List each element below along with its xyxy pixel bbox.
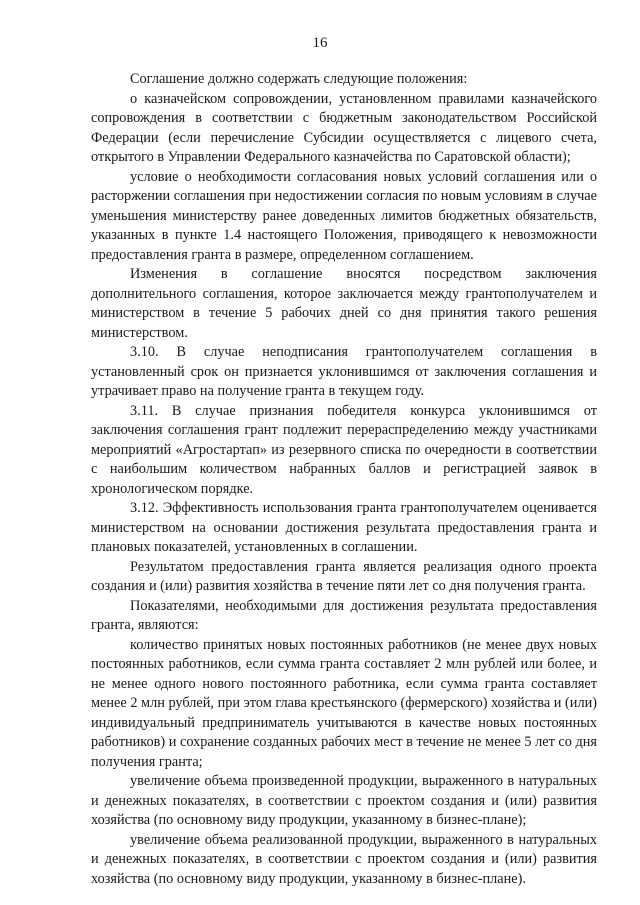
paragraph-result: Результатом предоставления гранта является реализация одного проекта создания и (или) развития хозяйства в течение пяти лет со дня получения гранта. <box>91 558 597 594</box>
paragraph-3-12: 3.12. Эффективность использования гранта грантополучателем оценивается министерством на основании достижения результата предоставления гранта и плановых показателей, установленных в соглашении. <box>91 500 597 555</box>
paragraph-3-11: 3.11. В случае признания победителя конкурса уклонившимся от заключения соглашения грант подлежит перераспределению между участниками мероприятий «Агростартап» из резервного списка по очередности в соответствии с наибольшим количеством набранных баллов и регистрацией заявок в хронологическом порядке. <box>91 402 597 497</box>
paragraph-condition-new-terms: условие о необходимости согласования новых условий соглашения или о расторжении соглашения при недостижении согласия по новым условиям в случае уменьшения министерству ранее доведенных лимитов бюджетных обязательств, указанных в пункте 1.4 настоящего Положения, приводящего к невозможности предоставления гранта в размере, определенном соглашением. <box>91 168 597 263</box>
paragraph-3-10: 3.10. В случае неподписания грантополучателем соглашения в установленный срок он признается уклонившимся от заключения соглашения и утрачивает право на получение гранта в текущем году. <box>91 344 597 399</box>
page-number: 16 <box>312 35 328 51</box>
document-body <box>91 70 597 889</box>
paragraph-intro: Соглашение должно содержать следующие положения: <box>130 71 468 87</box>
paragraph-indicator-sold: увеличение объема реализованной продукции, выраженного в натуральных и денежных показателях, в соответствии с проектом создания и (или) развития хозяйства (по основному виду продукции, указанному в бизнес-плане). <box>91 831 597 887</box>
paragraph-indicator-produced: увеличение объема произведенной продукции, выраженного в натуральных и денежных показателях, в соответствии с проектом создания и (или) развития хозяйства (по основному виду продукции, указанному в бизнес-плане); <box>91 773 597 828</box>
paragraph-amendments: Изменения в соглашение вносятся посредством заключения дополнительного соглашения, которое заключается между грантополучателем и министерством в течение 5 рабочих дней со дня принятия такого решения министерством. <box>91 266 597 341</box>
paragraph-indicator-employees: количество принятых новых постоянных работников (не менее двух новых постоянных работников, если сумма гранта составляет 2 млн рублей или более, и не менее одного нового постоянного работника, если сумма гранта составляет менее 2 млн рублей, при этом глава крестьянского (фермерского) хозяйства и (или) индивидуальный предприниматель учитываются в качестве новых постоянных работников) и сохранение созданных рабочих мест в течение не менее 5 лет со дня получения гранта; <box>91 636 597 770</box>
paragraph-treasury-support: о казначейском сопровождении, установленном правилами казначейского сопровождения в соответствии с бюджетным законодательством Российской Федерации (если перечисление Субсидии осуществляется с лицевого счета, открытого в Управлении Федерального казначейства по Саратовской области); <box>91 90 597 165</box>
paragraph-indicators-intro: Показателями, необходимыми для достижения результата предоставления гранта, являются: <box>91 597 597 633</box>
